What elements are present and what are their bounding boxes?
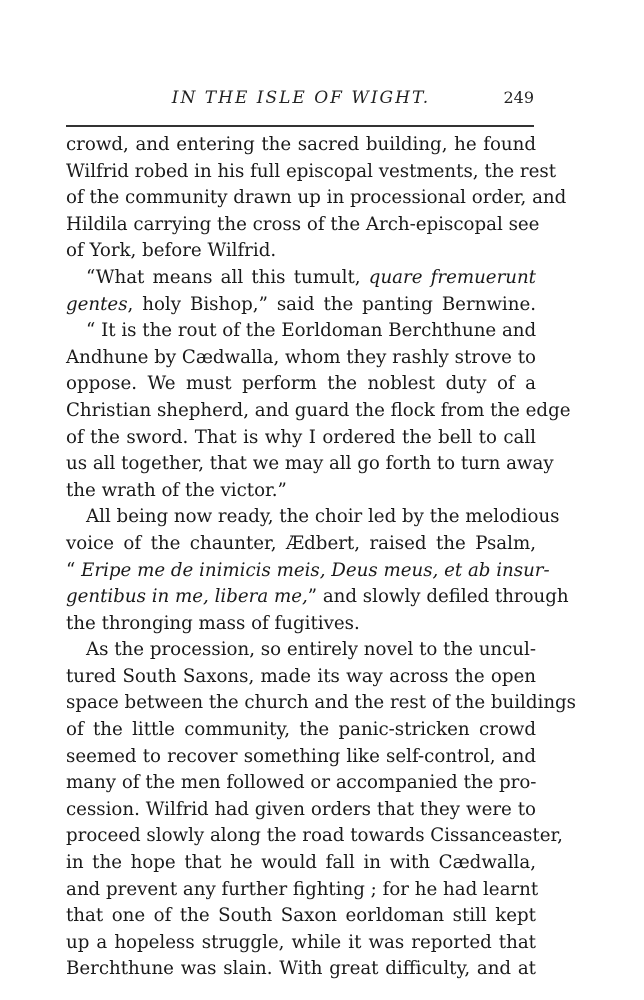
text-line xyxy=(66,265,536,292)
text-line: of the community drawn up in processional order, and xyxy=(66,187,567,209)
italic-latin: quare fremuerunt xyxy=(368,266,536,288)
text-line: many of the men followed or accompanied the pro- xyxy=(66,772,537,794)
text-line xyxy=(66,584,569,611)
text-segment: “What means all this tumult, xyxy=(86,266,369,288)
text-line: cession. Wilfrid had given orders that they were to xyxy=(66,798,536,820)
text-line: Hildila carrying the cross of the Arch-episcopal see xyxy=(66,213,540,235)
text-segment: , holy Bishop,” said the panting Bernwine. xyxy=(127,293,536,315)
text-line: Berchthune was slain. With great difficulty, and at xyxy=(66,958,536,980)
text-line: in the hope that he would fall in with Cædwalla, xyxy=(66,852,536,874)
text-line: seemed to recover something like self-control, and xyxy=(66,745,536,767)
text-line: voice of the chaunter, Ædbert, raised the Psalm, xyxy=(66,532,536,554)
text-segment: ” and slowly defiled through xyxy=(307,586,569,608)
text-line xyxy=(66,292,536,319)
text-line: of the little community, the panic-stricken crowd xyxy=(66,719,536,741)
text-line: tured South Saxons, made its way across the open xyxy=(66,665,536,687)
text-line: Christian shepherd, and guard the flock from the edge xyxy=(66,399,571,421)
text-line: “ It is the rout of the Eorldoman Berchthune and xyxy=(86,320,537,342)
text-line: that one of the South Saxon eorldoman still kept xyxy=(66,905,536,927)
italic-latin: gentes xyxy=(66,293,128,315)
text-line: of York, before Wilfrid. xyxy=(66,240,277,262)
text-segment: “ xyxy=(66,559,82,581)
text-line: the wrath of the victor.” xyxy=(66,479,287,501)
page-number: 249 xyxy=(503,88,534,107)
italic-latin: Eripe me de inimicis meis, Deus meus, et ab insur- xyxy=(81,559,550,581)
text-line: All being now ready, the choir led by the melodious xyxy=(86,506,560,528)
text-line: oppose. We must perform the noblest duty of a xyxy=(66,373,536,395)
text-line: us all together, that we may all go forth to turn away xyxy=(66,453,554,475)
header-rule xyxy=(66,125,534,127)
text-line: Wilfrid robed in his full episcopal vestments, the rest xyxy=(66,160,557,182)
text-line: Andhune by Cædwalla, whom they rashly strove to xyxy=(66,346,536,368)
text-line: of the sword. That is why I ordered the bell to call xyxy=(66,426,536,448)
text-line: up a hopeless struggle, while it was reported that xyxy=(66,931,536,953)
text-line: and prevent any further fighting ; for he had learnt xyxy=(66,878,539,900)
body-text xyxy=(66,132,577,983)
italic-latin: gentibus in me, libera me, xyxy=(66,586,308,608)
text-line: the thronging mass of fugitives. xyxy=(66,612,360,634)
text-line: crowd, and entering the sacred building, he found xyxy=(66,134,536,155)
running-head: IN THE ISLE OF WIGHT. xyxy=(171,88,431,108)
text-line: proceed slowly along the road towards Cissanceaster, xyxy=(66,825,563,847)
text-line xyxy=(66,558,550,585)
text-line: As the procession, so entirely novel to the uncul- xyxy=(86,639,536,661)
text-line: space between the church and the rest of the buildings xyxy=(66,692,577,714)
page-header xyxy=(66,86,536,126)
